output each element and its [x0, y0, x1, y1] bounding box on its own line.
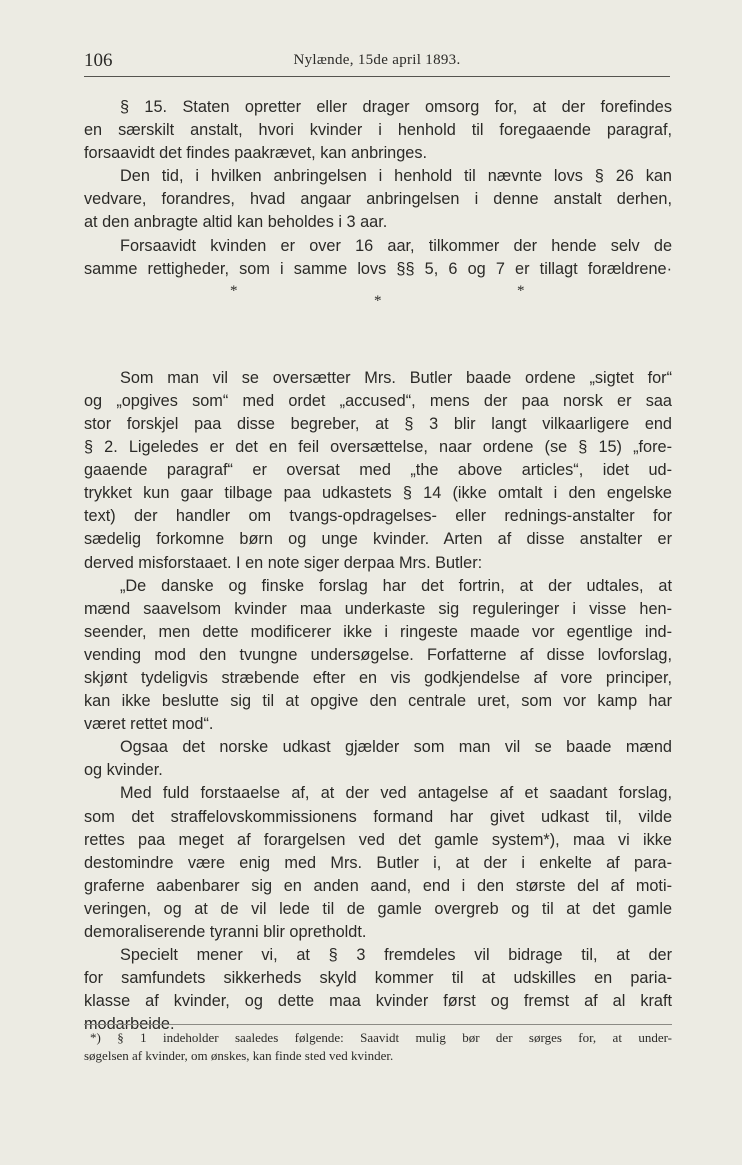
- text-line: gaaende paragraf“ er oversat med „the above articles“, idet ud-: [84, 461, 672, 480]
- text-line: kan ikke beslutte sig til at opgive den centrale uret, som vor kamp har: [84, 692, 672, 711]
- text-line: stor forskjel paa disse begreber, at § 3 blir langt vilkaarligere end: [84, 414, 672, 433]
- text-line: og kvinder.: [84, 761, 163, 780]
- footnote-line: *) § 1 indeholder saaledes følgende: Saavidt mulig bør der sørges for, at under-: [90, 1030, 672, 1045]
- text-line: Som man vil se oversætter Mrs. Butler baade ordene „sigtet for“: [120, 368, 672, 387]
- text-line: sædelig forkomne børn og unge kvinder. Arten af disse anstalter er: [84, 530, 672, 549]
- text-line: § 15. Staten opretter eller drager omsorg for, at der forefindes: [120, 98, 672, 116]
- text-line: demoraliserende tyranni blir opretholdt.: [84, 923, 367, 941]
- text-line: Specielt mener vi, at § 3 fremdeles vil bidrage til, at der: [120, 946, 672, 965]
- text-line: at den anbragte altid kan beholdes i 3 aar.: [84, 213, 388, 232]
- text-line: klasse af kvinder, og dette maa kvinder først og fremst af al kraft: [84, 992, 672, 1011]
- text-line: Med fuld forstaaelse af, at der ved antagelse af et saadant forslag,: [120, 784, 672, 803]
- text-line: som det straffelovskommissionens formand har givet udkast til, vilde: [84, 807, 672, 826]
- text-line: for samfundets sikkerheds skyld kommer til at udskilles en paria-: [84, 969, 672, 988]
- text-line: Ogsaa det norske udkast gjælder som man vil se baade mænd: [120, 738, 672, 757]
- text-line: samme rettigheder, som i samme lovs §§ 5, 6 og 7 er tillagt forældrene·: [84, 259, 672, 278]
- text-line: „De danske og finske forslag har det fortrin, at der udtales, at: [120, 576, 672, 595]
- page-header: [84, 50, 670, 77]
- text-line: vending mod den tvungne undersøgelse. Forfatterne af disse lovforslag,: [84, 645, 672, 664]
- text-line: graferne aabenbarer sig en anden aand, end i den største del af moti-: [84, 876, 672, 895]
- text-line: trykket kun gaar tilbage paa udkastets § 14 (ikke omtalt i den engelske: [84, 484, 672, 503]
- section-separator: [84, 281, 672, 345]
- footnote-line: søgelsen af kvinder, om ønskes, kan finde sted ved kvinder.: [84, 1048, 394, 1063]
- text-line: Forsaavidt kvinden er over 16 aar, tilkommer der hende selv de: [120, 236, 672, 255]
- text-line: seender, men dette modificerer ikke i ringeste maade vor egentlige ind-: [84, 622, 672, 641]
- text-line: mænd saavelsom kvinder maa underkaste sig reguleringer i visse hen-: [84, 599, 672, 618]
- separator-star: *: [374, 292, 382, 309]
- separator-star: *: [230, 282, 238, 299]
- text-line: vedvare, forandres, hvad angaar anbringelsen i denne anstalt derhen,: [84, 190, 672, 209]
- footnote: [84, 1024, 672, 1065]
- text-line: og „opgives som“ med ordet „accused“, mens der paa norsk er saa: [84, 391, 672, 410]
- text-line: destomindre være enig med Mrs. Butler i, at der i enkelte af para-: [84, 853, 672, 872]
- text-line: veringen, og at de vil lede til de gamle overgreb og til at det gamle: [84, 899, 672, 918]
- running-head: Nylænde, 15de april 1893.: [293, 52, 461, 68]
- text-line: modarbeide.: [84, 1015, 175, 1034]
- text-line: forsaavidt det findes paakrævet, kan anbringes.: [84, 144, 428, 163]
- text-line: været rettet mod“.: [84, 715, 214, 734]
- text-line: derved misforstaaet. I en note siger derpaa Mrs. Butler:: [84, 553, 483, 572]
- text-line: rettes paa meget af forargelsen ved det gamle system*), maa vi ikke: [84, 830, 672, 849]
- text-line: skjønt tydeligvis stræbende efter en vis godkjendelse af vore principer,: [84, 668, 672, 687]
- page-number: 106: [84, 50, 113, 71]
- separator-star: *: [517, 282, 525, 299]
- text-line: Den tid, i hvilken anbringelsen i henhold til nævnte lovs § 26 kan: [120, 167, 672, 186]
- text-line: § 2. Ligeledes er det en feil oversættelse, naar ordene (se § 15) „fore-: [84, 438, 672, 457]
- text-line: en særskilt anstalt, hvori kvinder i henhold til foregaaende paragraf,: [84, 121, 672, 140]
- text-line: text) der handler om tvangs-opdragelses- eller rednings-anstalter for: [84, 507, 672, 526]
- body-text: [84, 96, 672, 1036]
